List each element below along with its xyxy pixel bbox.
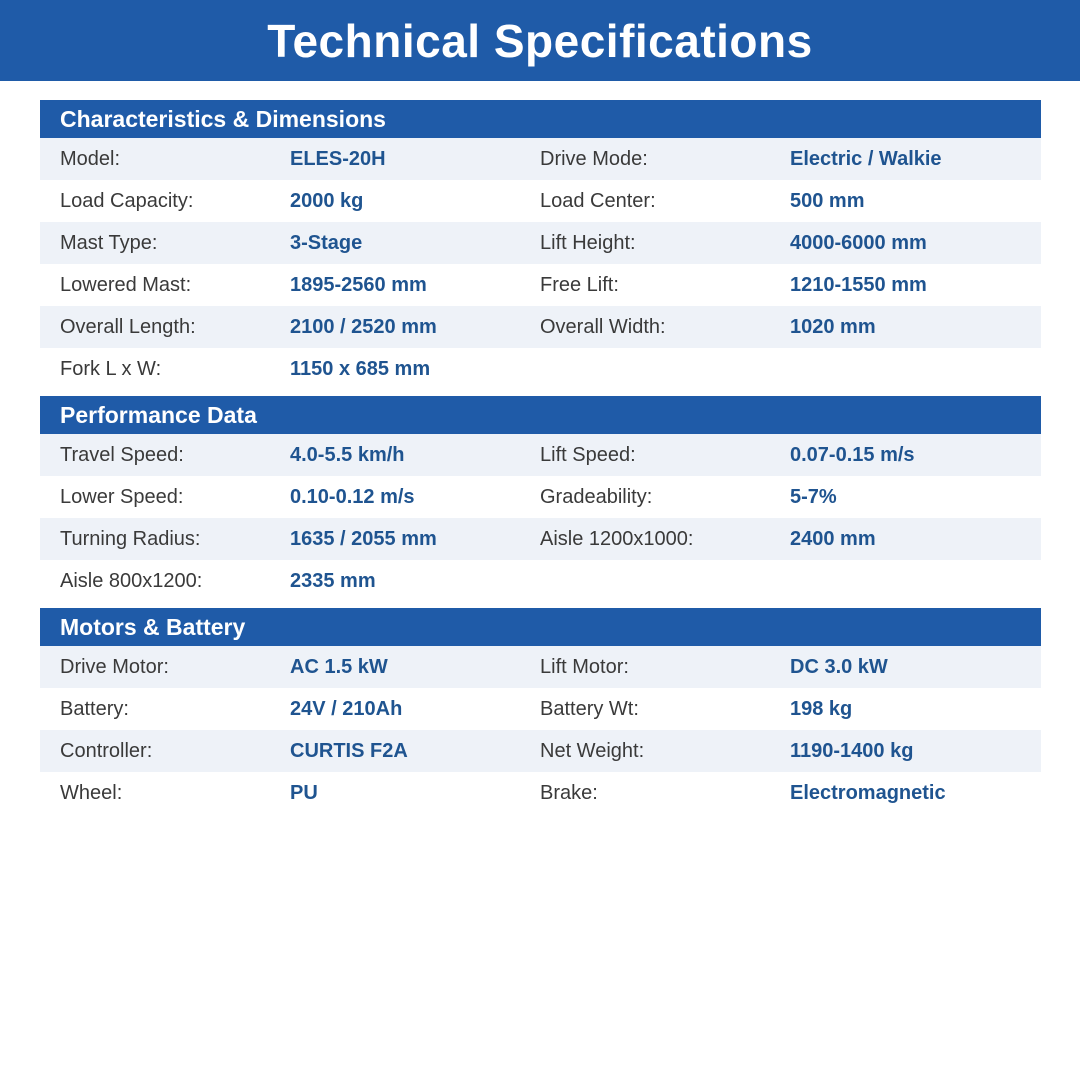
spec-value: 1190-1400 kg [790,739,914,762]
spec-value: CURTIS F2A [290,739,408,762]
spec-value: ELES-20H [290,147,386,170]
spec-value: 1020 mm [790,315,876,338]
spec-value: 1895-2560 mm [290,273,427,296]
spec-label: Net Weight: [540,739,645,762]
spec-label: Lift Speed: [540,443,636,466]
spec-value: 0.07-0.15 m/s [790,443,915,466]
spec-label: Drive Motor: [60,655,169,678]
spec-value: 3-Stage [290,231,363,254]
spec-row [40,180,1041,222]
spec-label: Free Lift: [540,273,619,296]
spec-row [40,348,1041,390]
spec-row [40,306,1041,348]
section-title: Performance Data [60,401,257,428]
spec-row [40,138,1041,180]
spec-value: 5-7% [790,485,837,508]
spec-value: 1150 x 685 mm [290,357,431,380]
section-header [40,100,1041,138]
spec-label: Aisle 1200x1000: [540,527,694,550]
spec-value: PU [290,781,318,804]
spec-value: 24V / 210Ah [290,697,403,720]
spec-row [40,772,1041,814]
section-title: Characteristics & Dimensions [60,105,386,132]
section-title: Motors & Battery [60,613,246,640]
spec-value: 198 kg [790,697,853,720]
spec-value: 2000 kg [290,189,364,212]
page-title: Technical Specifications [267,14,813,67]
spec-value: 500 mm [790,189,865,212]
spec-row [40,646,1041,688]
section-motors-battery [40,608,1041,814]
spec-label: Overall Length: [60,315,196,338]
spec-label: Drive Mode: [540,147,648,170]
spec-label: Turning Radius: [60,527,201,550]
spec-label: Overall Width: [540,315,666,338]
spec-label: Load Capacity: [60,189,194,212]
spec-label: Wheel: [60,781,123,804]
spec-label: Controller: [60,739,153,762]
spec-row [40,222,1041,264]
spec-value: 4.0-5.5 km/h [290,443,405,466]
spec-value: 1635 / 2055 mm [290,527,437,550]
section-header [40,608,1041,646]
title-bar [0,0,1080,81]
spec-label: Lift Height: [540,231,636,254]
spec-row [40,688,1041,730]
spec-label: Battery Wt: [540,697,639,720]
spec-value: 2335 mm [290,569,376,592]
spec-label: Lift Motor: [540,655,629,678]
spec-row [40,560,1041,602]
spec-value: Electromagnetic [790,781,946,804]
spec-label: Mast Type: [60,231,158,254]
spec-value: 2100 / 2520 mm [290,315,437,338]
spec-row [40,476,1041,518]
spec-value: 0.10-0.12 m/s [290,485,415,508]
spec-row [40,264,1041,306]
spec-label: Brake: [540,781,598,804]
spec-label: Gradeability: [540,485,653,508]
spec-value: 2400 mm [790,527,876,550]
section-characteristics [40,100,1041,390]
spec-label: Model: [60,147,121,170]
spec-label: Load Center: [540,189,656,212]
spec-label: Travel Speed: [60,443,184,466]
spec-value: DC 3.0 kW [790,655,888,678]
spec-label: Fork L x W: [60,357,162,380]
spec-value: AC 1.5 kW [290,655,388,678]
spec-value: Electric / Walkie [790,147,942,170]
spec-value: 1210-1550 mm [790,273,927,296]
spec-value: 4000-6000 mm [790,231,927,254]
spec-label: Aisle 800x1200: [60,569,203,592]
spec-row [40,434,1041,476]
spec-row [40,518,1041,560]
spec-label: Battery: [60,697,129,720]
spec-label: Lowered Mast: [60,273,192,296]
spec-content [40,100,1041,814]
spec-label: Lower Speed: [60,485,184,508]
spec-row [40,730,1041,772]
section-performance [40,396,1041,602]
section-header [40,396,1041,434]
